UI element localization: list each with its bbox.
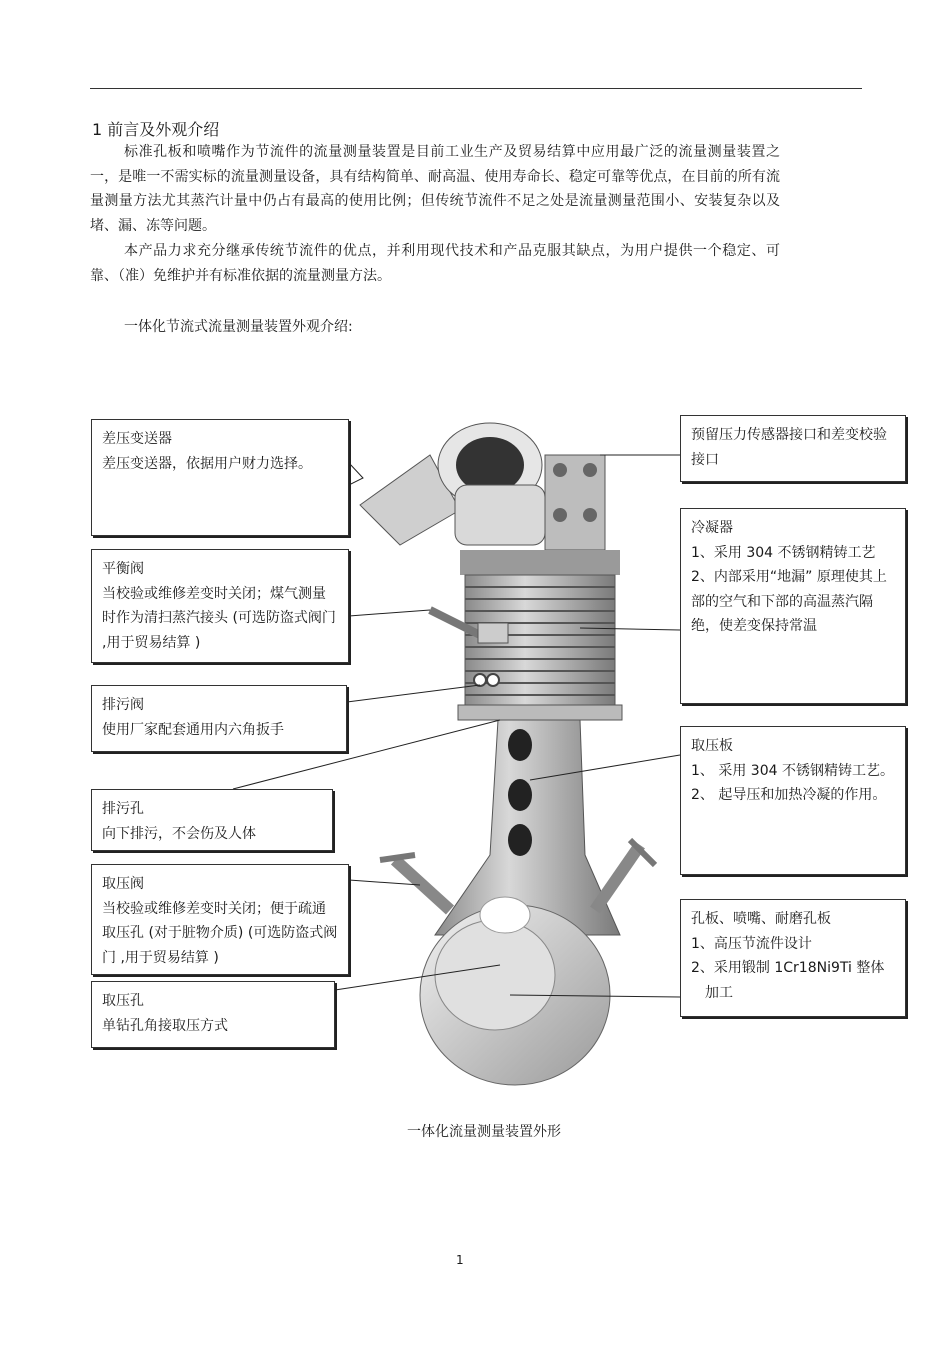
callout-condenser bbox=[680, 508, 906, 704]
callout-title: 取压阀 bbox=[102, 876, 144, 892]
callout-title: 预留压力传感器接口和差变校验接口 bbox=[691, 427, 887, 468]
callout-text: 当校验或维修差变时关闭；煤气测量时作为清扫蒸汽接头 (可选防盗式阀门 ,用于贸易结算 ) bbox=[102, 585, 336, 651]
callout-pressure-valve bbox=[91, 864, 349, 975]
callout-title: 冷凝器 bbox=[691, 520, 733, 536]
callout-text: 1、 采用 304 不锈钢精铸工艺。 bbox=[691, 762, 894, 779]
callout-title: 差压变送器 bbox=[102, 431, 172, 447]
section-heading: 1 前言及外观介绍 bbox=[92, 120, 220, 139]
callout-text: 1、高压节流件设计 bbox=[691, 935, 812, 952]
intro-paragraph-2: 本产品力求充分继承传统节流件的优点，并利用现代技术和产品克服其缺点，为用户提供一个稳定、可靠、（准）免维护并有标准依据的流量测量方法。 bbox=[90, 243, 780, 284]
flowmeter-device-illustration bbox=[340, 415, 670, 1095]
callout-title: 孔板、喷嘴、耐磨孔板 bbox=[691, 911, 831, 927]
manifold-block bbox=[545, 455, 605, 550]
callout-tapping-plate bbox=[680, 726, 906, 875]
callout-text: 向下排污，不会伤及人体 bbox=[102, 825, 256, 842]
intro-paragraph-1: 标准孔板和喷嘴作为节流件的流量测量装置是目前工业生产及贸易结算中应用最广泛的流量测量装置之一，是唯一不需实标的流量测量设备，具有结构简单、耐高温、使用寿命长、稳定可靠等优点，在目前的所有流量测量方法尤其蒸汽计量中仍占有最高的使用比例；但传统节流件不足之处是流量测量范围小、安装复杂以及堵、漏、冻等问题。 bbox=[90, 144, 780, 234]
header-rule bbox=[90, 88, 862, 89]
callout-title: 排污孔 bbox=[102, 801, 144, 817]
callout-text: 单钻孔角接取压方式 bbox=[102, 1017, 228, 1034]
page-number: 1 bbox=[456, 1253, 464, 1267]
callout-title: 平衡阀 bbox=[102, 561, 144, 577]
appearance-subheading: 一体化节流式流量测量装置外观介绍: bbox=[124, 319, 353, 335]
callout-orifice bbox=[680, 899, 906, 1017]
callout-dp-transmitter bbox=[91, 419, 349, 536]
callout-text: 差压变送器，依据用户财力选择。 bbox=[102, 455, 312, 472]
callout-drain-valve bbox=[91, 685, 347, 752]
callout-title: 取压板 bbox=[691, 738, 733, 754]
figure-caption: 一体化流量测量装置外形 bbox=[407, 1124, 561, 1140]
transmitter-housing bbox=[360, 423, 545, 545]
callout-text: 1、采用 304 不锈钢精铸工艺 bbox=[691, 544, 876, 561]
callout-text: 2、采用锻制 1Cr18Ni9Ti 整体加工 bbox=[691, 960, 885, 1001]
callout-text: 2、 起导压和加热冷凝的作用。 bbox=[691, 787, 887, 803]
callout-text: 使用厂家配套通用内六角扳手 bbox=[102, 721, 284, 738]
callout-balance-valve bbox=[91, 549, 349, 663]
callout-pressure-tap bbox=[91, 981, 335, 1048]
tapping-plate bbox=[435, 720, 620, 935]
callout-title: 排污阀 bbox=[102, 697, 144, 713]
callout-drain-hole bbox=[91, 789, 333, 851]
callout-title: 取压孔 bbox=[102, 993, 144, 1009]
callout-text: 2、内部采用“地漏” 原理使其上部的空气和下部的高温蒸汽隔绝，使差变保持常温 bbox=[691, 569, 887, 634]
callout-text: 当校验或维修差变时关闭；便于疏通取压孔 (对于脏物介质) (可选防盗式阀门 ,用于贸易结算 ) bbox=[102, 900, 338, 966]
callout-reserved-port bbox=[680, 415, 906, 482]
